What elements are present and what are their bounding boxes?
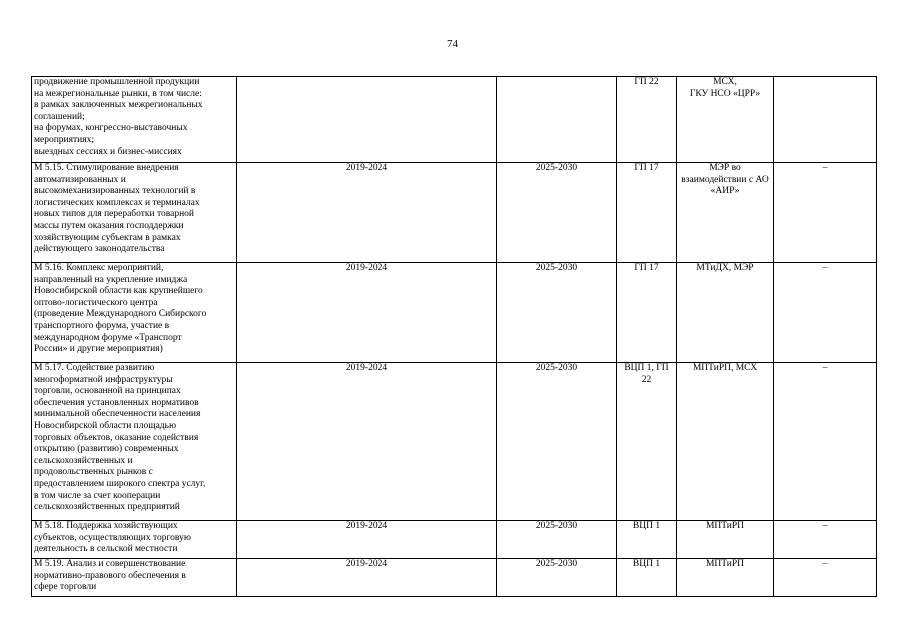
table-row <box>32 163 877 263</box>
measure-description <box>32 559 237 597</box>
period-second-cell: 2025-2030 <box>497 559 617 597</box>
description-line: международном форуме «Транспорт <box>34 332 182 343</box>
measure-description <box>32 263 237 363</box>
measure-description <box>32 521 237 559</box>
program-cell: ВЦП 1 <box>617 559 677 597</box>
period-first-cell: 2019-2024 <box>237 263 497 363</box>
description-line: массы путем оказания господдержки <box>34 220 184 231</box>
description-line: России» и другие мероприятия) <box>34 344 163 355</box>
program-cell: ГП 17 <box>617 263 677 363</box>
description-line: М 5.16. Комплекс мероприятий, <box>34 263 164 273</box>
measures-table <box>31 76 877 597</box>
measure-description <box>32 77 237 163</box>
period-second-cell <box>497 77 617 163</box>
description-line: в рамках заключенных межрегиональных <box>34 100 203 111</box>
description-line: (проведение Международного Сибирского <box>34 309 207 320</box>
period-second-cell: 2025-2030 <box>497 363 617 521</box>
description-line: нормативно-правового обеспечения в <box>34 570 186 581</box>
table-row <box>32 263 877 363</box>
description-line: на межрегиональные рынки, в том числе: <box>34 88 202 99</box>
description-line: продвижение промышленной продукции <box>34 77 200 87</box>
description-line: автоматизированных и <box>34 174 126 185</box>
executor-cell: МПТиРП <box>677 559 774 597</box>
table-row <box>32 77 877 163</box>
note-cell: – <box>774 559 877 597</box>
description-line: сфере торговли <box>34 582 97 593</box>
table-row <box>32 363 877 521</box>
note-cell: – <box>774 163 877 263</box>
description-line: М 5.19. Анализ и совершенствование <box>34 559 186 569</box>
period-second-cell: 2025-2030 <box>497 263 617 363</box>
program-cell: ВЦП 1 <box>617 521 677 559</box>
description-line: открытию (развитию) современных <box>34 444 179 455</box>
description-line: действующего законодательства <box>34 244 165 255</box>
note-cell: – <box>774 263 877 363</box>
note-cell: – <box>774 521 877 559</box>
description-line: многоформатной инфраструктуры <box>34 374 173 385</box>
description-line: в том числе за счет кооперации <box>34 490 161 501</box>
period-first-cell <box>237 77 497 163</box>
description-line: торговли, основанной на принципах <box>34 386 181 397</box>
measure-description <box>32 163 237 263</box>
executor-cell: МПТиРП <box>677 521 774 559</box>
program-cell: ГП 17 <box>617 163 677 263</box>
period-second-cell: 2025-2030 <box>497 521 617 559</box>
description-line: сельскохозяйственных предприятий <box>34 502 180 513</box>
executor-cell: МСХ, ГКУ НСО «ЦРР» <box>677 77 774 163</box>
note-cell <box>774 77 877 163</box>
table-row <box>32 521 877 559</box>
description-line: минимальной обеспеченности населения <box>34 409 201 420</box>
description-line: хозяйствующим субъектам в рамках <box>34 232 181 243</box>
page-number: 74 <box>447 38 458 50</box>
period-first-cell: 2019-2024 <box>237 559 497 597</box>
period-first-cell: 2019-2024 <box>237 521 497 559</box>
description-line: субъектов, осуществляющих торговую <box>34 532 191 543</box>
description-line: торговых объектов, оказание содействия <box>34 432 199 443</box>
description-line: М 5.18. Поддержка хозяйствующих <box>34 521 178 531</box>
description-line: мероприятиях; <box>34 134 95 145</box>
note-cell: – <box>774 363 877 521</box>
description-line: логистических комплексах и терминалах <box>34 197 200 208</box>
table-row <box>32 559 877 597</box>
description-line: предоставлением широкого спектра услуг, <box>34 478 206 489</box>
program-cell: ГП 22 <box>617 77 677 163</box>
description-line: деятельность в сельской местности <box>34 544 178 555</box>
description-line: направленный на укрепление имиджа <box>34 274 188 285</box>
executor-cell: МТиДХ, МЭР <box>677 263 774 363</box>
description-line: на форумах, конгрессно-выставочных <box>34 123 188 134</box>
description-line: оптово-логистического центра <box>34 297 158 308</box>
period-first-cell: 2019-2024 <box>237 363 497 521</box>
description-line: Новосибирской области как крупнейшего <box>34 286 203 297</box>
description-line: М 5.15. Стимулирование внедрения <box>34 163 179 173</box>
description-line: транспортного форума, участие в <box>34 320 170 331</box>
period-first-cell: 2019-2024 <box>237 163 497 263</box>
description-line: высокомеханизированных технологий в <box>34 186 196 197</box>
description-line: соглашений; <box>34 111 85 122</box>
period-second-cell: 2025-2030 <box>497 163 617 263</box>
description-line: новых типов для переработки товарной <box>34 209 195 220</box>
measure-description <box>32 363 237 521</box>
description-line: продовольственных рынков с <box>34 467 153 478</box>
description-line: Новосибирской области площадью <box>34 420 177 431</box>
program-cell: ВЦП 1, ГП 22 <box>617 363 677 521</box>
description-line: сельскохозяйственных и <box>34 455 133 466</box>
description-line: обеспечения установленных нормативов <box>34 397 199 408</box>
description-line: М 5.17. Содействие развитию <box>34 363 155 373</box>
executor-cell: МЭР во взаимодействии с АО «АИР» <box>677 163 774 263</box>
description-line: выездных сессиях и бизнес-миссиях <box>34 146 182 157</box>
executor-cell: МПТиРП, МСХ <box>677 363 774 521</box>
